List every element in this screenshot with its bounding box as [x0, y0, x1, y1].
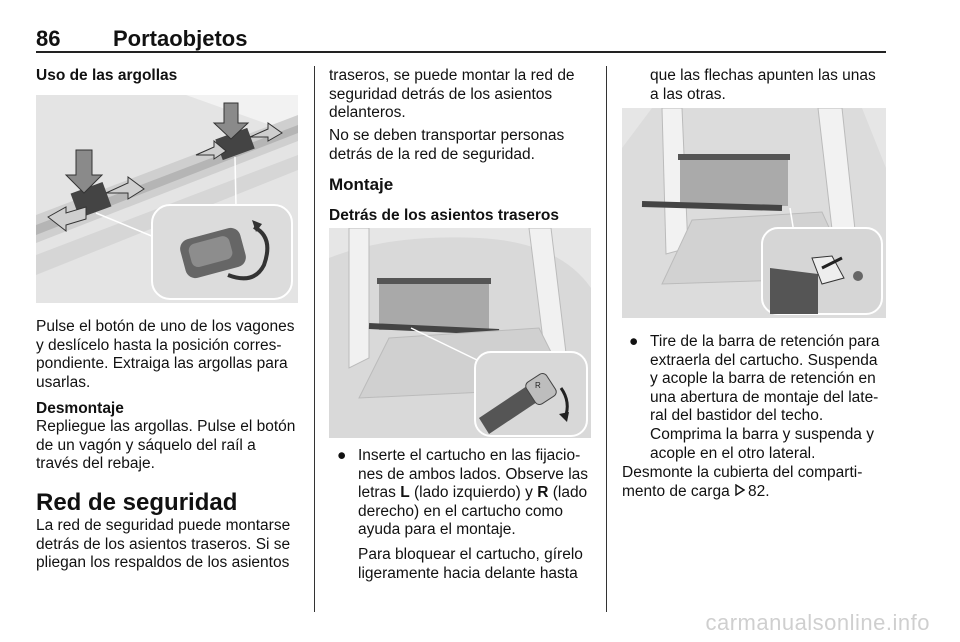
header-rule — [36, 51, 886, 53]
col2-sub-heading: Detrás de los asientos traseros — [329, 207, 560, 224]
col3-para2: Desmonte la cubierta del comparti- mento de carga 82. — [622, 464, 863, 500]
col3-bullet-marker: ● — [629, 333, 639, 350]
svg-text:R: R — [535, 381, 541, 390]
col2-bullet-marker: ● — [337, 447, 347, 464]
figure-retention-bar — [622, 108, 886, 318]
arrow-ref-icon[interactable] — [735, 483, 745, 502]
col1-para2: Repliegue las argollas. Pulse el botón de un vagón y sáquelo del raíl a través del rebaje. — [36, 418, 296, 473]
col2-bullet-text: Inserte el cartucho en las fijacio- nes de ambos lados. Observe las letras L (lado izquierdo) y R (lado derecho) en el cartucho como ayuda para el montaje. Para bloquear el cartucho, gírelo ligeramente hacia delante hasta — [358, 447, 589, 582]
watermark: carmanualsonline.info — [705, 610, 930, 635]
page-number: 86 — [36, 26, 61, 51]
column-divider-1 — [314, 66, 315, 612]
figure-cartridge-install — [329, 228, 591, 438]
montaje-heading: Montaje — [329, 175, 394, 194]
section-title: Portaobjetos — [113, 26, 248, 51]
column-divider-2 — [606, 66, 607, 612]
col1-para1: Pulse el botón de uno de los vagones y deslícelo hasta la posición corres- pondiente. Extraiga las argollas para usarlas. — [36, 318, 295, 391]
section-heading-red: Red de seguridad — [36, 489, 238, 516]
col1-sub-heading: Desmontaje — [36, 400, 124, 417]
page-reference-link[interactable]: 82. — [748, 482, 770, 500]
col1-para3: La red de seguridad puede montarse detrás de los asientos traseros. Si se pliegan los respaldos de los asientos — [36, 517, 291, 572]
col3-bullet-text: Tire de la barra de retención para extraerla del cartucho. Suspenda y acople la barra de retención en una abertura de montaje del late- ral del bastidor del techo. Comprima la barra y suspenda y acople en el otro lateral. — [650, 333, 880, 462]
col1-heading: Uso de las argollas — [36, 67, 178, 84]
col2-para2: No se deben transportar personas detrás de la red de seguridad. — [329, 127, 565, 163]
figure-rail-rings — [36, 95, 298, 303]
col3-para1: que las flechas apunten las unas a las otras. — [650, 67, 876, 103]
col2-para1: traseros, se puede montar la red de seguridad detrás de los asientos delanteros. — [329, 67, 575, 122]
